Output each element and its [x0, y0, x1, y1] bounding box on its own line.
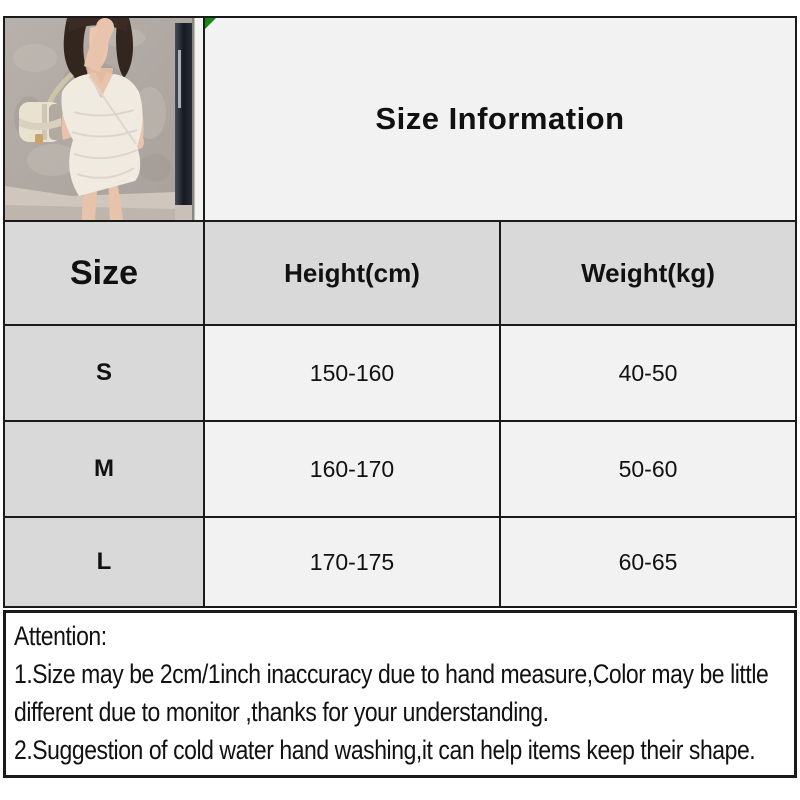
attention-box: [3, 610, 797, 778]
attention-note-line: different due to monitor ,thanks for your understanding.: [14, 697, 549, 727]
col-header-size: Size: [5, 222, 203, 324]
col-header-height: Height(cm): [205, 222, 499, 324]
row-l-size: L: [5, 518, 203, 606]
row-m-size: M: [5, 422, 203, 516]
row-s-size: S: [5, 326, 203, 420]
row-s-height: 150-160: [205, 326, 499, 420]
row-s-weight: 40-50: [501, 326, 795, 420]
attention-heading: Attention:: [14, 621, 107, 651]
title-cell: [205, 18, 795, 220]
size-table: [3, 16, 797, 608]
model-photo-illustration: [5, 18, 203, 220]
row-m-weight: 50-60: [501, 422, 795, 516]
col-header-weight: Weight(kg): [501, 222, 795, 324]
page-title: Size Information: [375, 101, 625, 136]
green-corner-marker-icon: [205, 18, 216, 29]
row-l-weight: 60-65: [501, 518, 795, 606]
row-l-height: 170-175: [205, 518, 499, 606]
product-photo: [5, 18, 203, 220]
attention-note-line: 1.Size may be 2cm/1inch inaccuracy due to hand measure,Color may be little: [14, 659, 769, 689]
row-m-height: 160-170: [205, 422, 499, 516]
attention-note-line: 2.Suggestion of cold water hand washing,it can help items keep their shape.: [14, 735, 756, 765]
